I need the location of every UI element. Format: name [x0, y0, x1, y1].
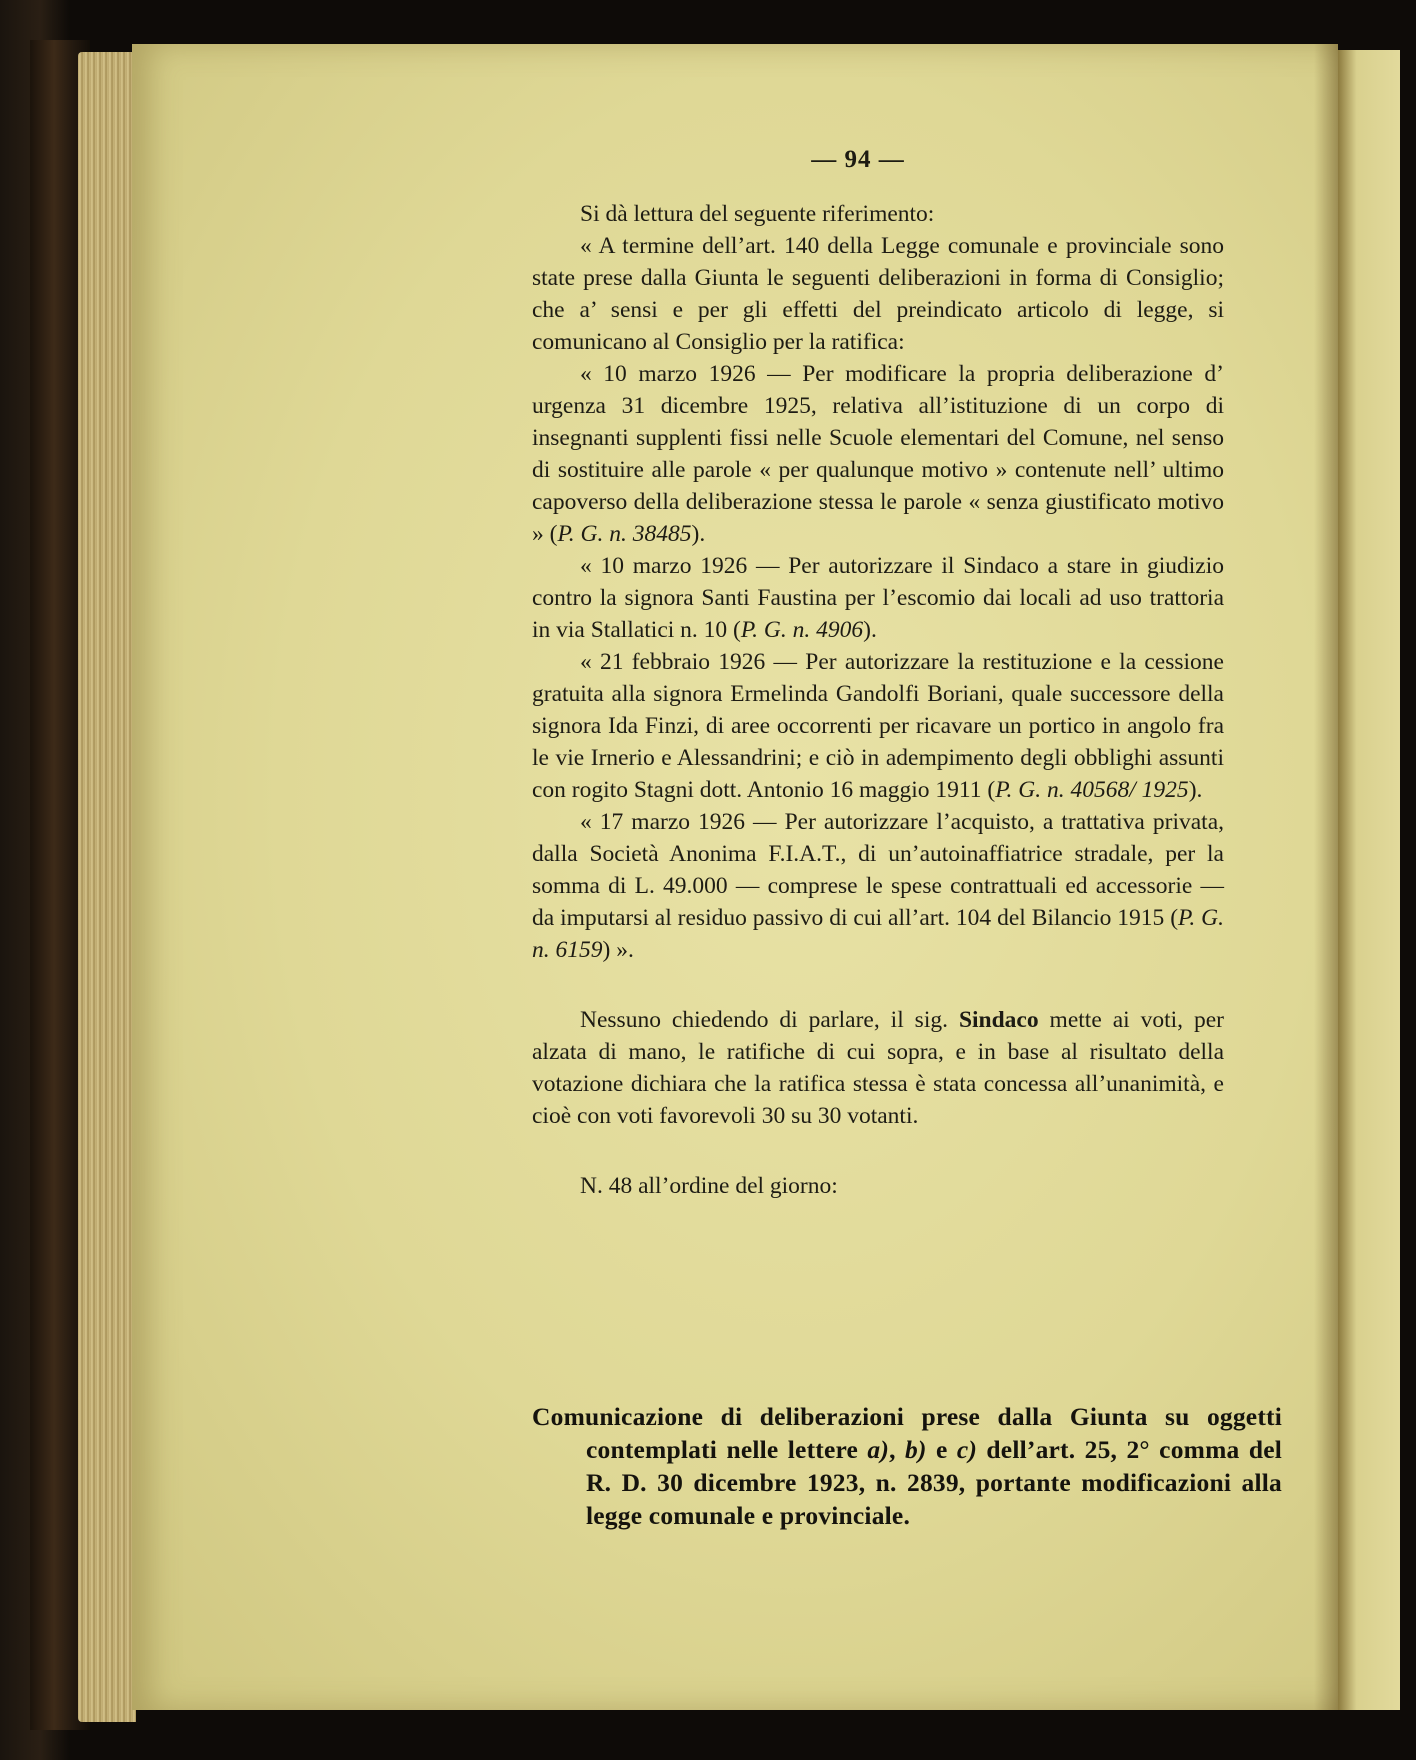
facing-page-edge	[1338, 50, 1400, 1710]
voting-after: mette ai voti, per alzata di mano, le ratifiche di cui sopra, e in base al risultato della votazione dichiara che la ratifica stessa è stata concessa all’unanimità, e cioè con voti favorevoli 30 su 30 votanti.	[532, 1007, 1224, 1129]
paragraph-item-3	[532, 646, 1224, 806]
heading-comma: ,	[889, 1435, 905, 1464]
body-text	[532, 198, 1224, 1202]
item-1-close: ).	[691, 521, 706, 547]
item-3-close: ).	[1188, 777, 1203, 803]
heading-letter-b: b)	[904, 1435, 927, 1464]
heading-and: e	[926, 1435, 957, 1464]
agenda-item: N. 48 all’ordine del giorno:	[580, 1173, 838, 1199]
section-heading	[532, 1400, 1282, 1532]
item-1-ref: P. G. n. 38485	[557, 521, 692, 547]
spacer	[532, 966, 1224, 1004]
page-number: — 94 —	[811, 146, 905, 173]
heading-letter-a: a)	[867, 1435, 890, 1464]
item-3-text: « 21 febbraio 1926 — Per autorizzare la restituzione e la cessione gratuita alla signora Ermelinda Gandolfi Boriani, quale successore della signora Ida Finzi, di aree occorrenti per ricavare un portico in angolo fra le vie Irnerio e Alessandrini; e ciò in adempimento degli obblighi assunti con rogito Stagni dott. Antonio 16 maggio 1911 (	[532, 649, 1224, 803]
paragraph-item-4	[532, 806, 1224, 966]
paragraph-item-1	[532, 358, 1224, 550]
item-2-text: « 10 marzo 1926 — Per autorizzare il Sindaco a stare in giudizio contro la signora Santi Faustina per l’escomio dai locali ad uso trattoria in via Stallatici n. 10 (	[532, 553, 1224, 643]
item-1-text: « 10 marzo 1926 — Per modificare la propria deliberazione d’ urgenza 31 dicembre 1925, relativa all’istituzione di un corpo di insegnanti supplenti fissi nelle Scuole elementari del Comune, nel senso di sostituire alle parole « per qualunque motivo » contenute nell’ ultimo capoverso della deliberazione stessa le parole « senza giustificato motivo » (	[532, 361, 1224, 547]
voting-before: Nessuno chiedendo di parlare, il sig.	[580, 1007, 959, 1033]
paragraph-voting	[532, 1004, 1224, 1132]
item-3-ref: P. G. n. 40568/ 1925	[995, 777, 1189, 803]
voting-sindaco: Sindaco	[958, 1007, 1039, 1033]
heading-part2: dell’art. 25, 2° comma del R. D. 30 dicembre 1923, n. 2839, portante modificazioni alla legge comunale e provinciale.	[586, 1435, 1283, 1530]
item-4-close: ) ».	[602, 937, 634, 963]
paragraph-intro: Si dà lettura del seguente riferimento:	[580, 201, 935, 227]
item-2-close: ).	[863, 617, 877, 643]
paragraph-item-2	[532, 550, 1224, 646]
paragraph-reference: « A termine dell’art. 140 della Legge comunale e provinciale sono state prese dalla Giunta le seguenti deliberazioni in forma di Consiglio; che a’ sensi e per gli effetti del preindicato articolo di legge, si comunicano al Consiglio per la ratifica:	[532, 233, 1224, 355]
heading-part1: Comunicazione di deliberazioni prese dalla Giunta su oggetti contemplati nelle lettere	[532, 1402, 1282, 1464]
spacer	[532, 1132, 1224, 1170]
page-gutter-shadow	[1314, 44, 1338, 1710]
item-2-ref: P. G. n. 4906	[740, 617, 864, 643]
item-4-text: « 17 marzo 1926 — Per autorizzare l’acquisto, a trattativa privata, dalla Società Anonima F.I.A.T., di un’autoinaffiatrice stradale, per la somma di L. 49.000 — comprese le spese contrattuali ed accessorie — da imputarsi al residuo passivo di cui all’art. 104 del Bilancio 1915 (	[532, 809, 1224, 931]
heading-letter-c: c)	[956, 1435, 978, 1464]
page-edges	[78, 52, 136, 1722]
item-4-ref: P. G. n. 6159	[532, 905, 1224, 963]
